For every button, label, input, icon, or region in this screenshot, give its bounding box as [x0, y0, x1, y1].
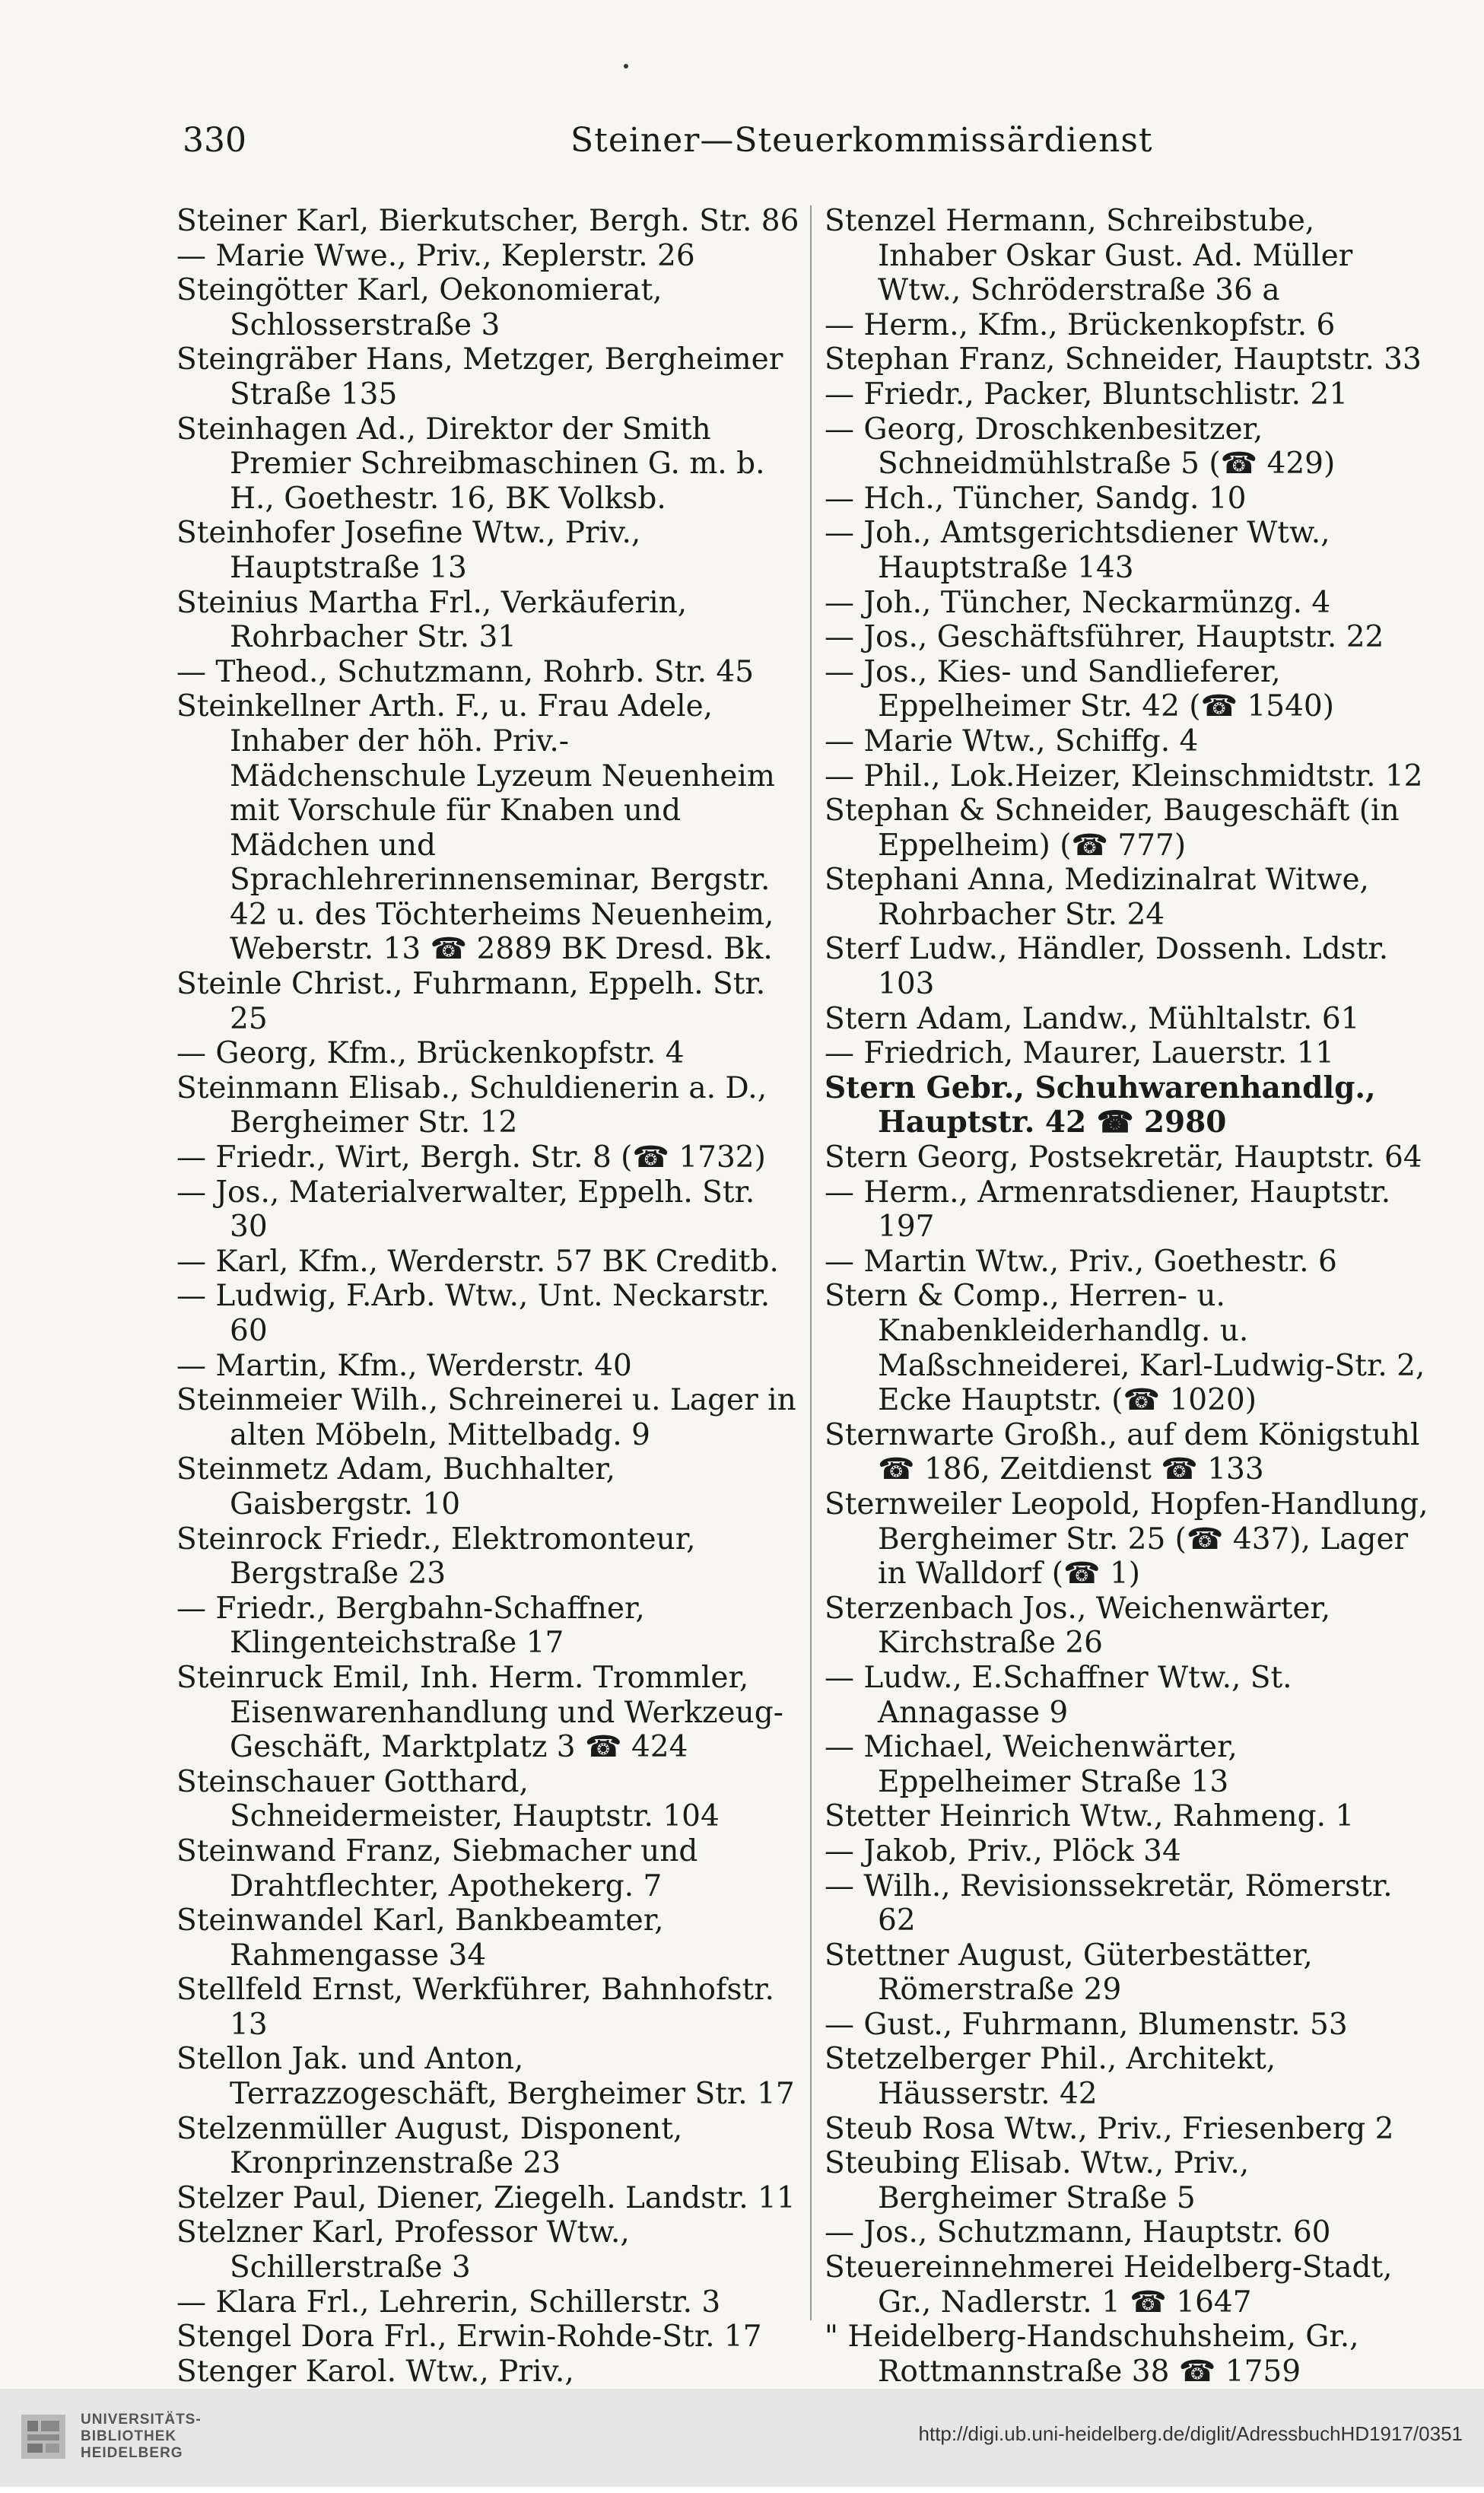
- directory-entry: Steinkellner Arth. F., u. Frau Adele, Inhaber der höh. Priv.-Mädchenschule Lyzeum Neuenheim mit Vorschule für Knaben und Mädchen und Sprachlehrerinnenseminar, Bergstr. 42 u. des Töchterheims Neuenheim, Weberstr. 13 ☎ 2889 BK Dresd. Bk.: [176, 689, 775, 967]
- directory-entry: — Phil., Lok.Heizer, Kleinschmidtstr. 12: [825, 758, 1423, 793]
- library-name-line1: UNIVERSITÄTS-: [81, 2412, 202, 2428]
- directory-entry: Stetter Heinrich Wtw., Rahmeng. 1: [825, 1799, 1355, 1834]
- directory-entry: — Georg, Kfm., Brückenkopfstr. 4: [176, 1036, 685, 1071]
- directory-entry: Steinius Martha Frl., Verkäuferin, Rohrbacher Str. 31: [176, 585, 688, 655]
- directory-entry: Sternwarte Großh., auf dem Königstuhl ☎ 186, Zeitdienst ☎ 133: [825, 1417, 1420, 1487]
- directory-entry: — Joh., Tüncher, Neckarmünzg. 4: [825, 585, 1331, 620]
- directory-entry: Steuereinnehmerei Heidelberg-Stadt, Gr., Nadlerstr. 1 ☎ 1647: [825, 2250, 1393, 2320]
- directory-entry: Steinwandel Karl, Bankbeamter, Rahmengasse 34: [176, 1903, 664, 1973]
- directory-entry: — Herm., Armenratsdiener, Hauptstr. 197: [825, 1175, 1391, 1245]
- directory-entry: Stern Gebr., Schuhwarenhandlg., Hauptstr. 42 ☎ 2980: [825, 1070, 1376, 1140]
- source-url-link[interactable]: http://digi.ub.uni-heidelberg.de/diglit/AdressbuchHD1917/0351: [918, 2422, 1463, 2445]
- library-name-line2: BIBLIOTHEK: [81, 2428, 177, 2444]
- directory-entry: Steinwand Franz, Siebmacher und Drahtflechter, Apothekerg. 7: [176, 1833, 698, 1903]
- directory-entry: Steubing Elisab. Wtw., Priv., Bergheimer Straße 5: [825, 2146, 1250, 2215]
- directory-entry: — Karl, Kfm., Werderstr. 57 BK Creditb.: [176, 1244, 779, 1279]
- directory-entry: — Jos., Kies- und Sandlieferer, Eppelheimer Str. 42 (☎ 1540): [825, 654, 1334, 724]
- directory-entry: Steinhofer Josefine Wtw., Priv., Hauptstraße 13: [176, 516, 641, 585]
- left-column: [176, 204, 800, 2493]
- directory-entry: — Georg, Droschkenbesitzer, Schneidmühlstraße 5 (☎ 429): [825, 412, 1336, 482]
- directory-entry: — Friedrich, Maurer, Lauerstr. 11: [825, 1036, 1335, 1071]
- directory-entry: Steinmeier Wilh., Schreinerei u. Lager in alten Möbeln, Mittelbadg. 9: [176, 1383, 796, 1452]
- directory-entry: Sterf Ludw., Händler, Dossenh. Ldstr. 103: [825, 932, 1389, 1002]
- directory-entry: Steiner Karl, Bierkutscher, Bergh. Str. 86: [176, 204, 799, 238]
- directory-entry: Stelzenmüller August, Disponent, Kronprinzenstraße 23: [176, 2111, 683, 2181]
- directory-entry: — Ludwig, F.Arb. Wtw., Unt. Neckarstr. 60: [176, 1279, 771, 1348]
- directory-entry: Steinmetz Adam, Buchhalter, Gaisbergstr. 10: [176, 1452, 615, 1522]
- directory-entry: — Jos., Geschäftsführer, Hauptstr. 22: [825, 620, 1384, 655]
- directory-entry: — Friedr., Wirt, Bergh. Str. 8 (☎ 1732): [176, 1140, 766, 1175]
- directory-entry: Steinschauer Gotthard, Schneidermeister, Hauptstr. 104: [176, 1764, 720, 1834]
- directory-entry: — Wilh., Revisionssekretär, Römerstr. 62: [825, 1868, 1393, 1938]
- library-name-line3: HEIDELBERG: [81, 2445, 183, 2461]
- directory-entry: Stephani Anna, Medizinalrat Witwe, Rohrbacher Str. 24: [825, 863, 1369, 932]
- directory-entry: Stenger Karol. Wtw., Priv.,: [176, 2354, 574, 2389]
- directory-entry: — Martin, Kfm., Werderstr. 40: [176, 1348, 632, 1383]
- directory-entry: Stelzer Paul, Diener, Ziegelh. Landstr. 11: [176, 2180, 796, 2215]
- library-name: [81, 2412, 202, 2462]
- directory-entry: Stetzelberger Phil., Architekt, Häusserstr. 42: [825, 2042, 1276, 2112]
- directory-entry: — Herm., Kfm., Brückenkopfstr. 6: [825, 307, 1336, 342]
- directory-entry: — Marie Wwe., Priv., Keplerstr. 26: [176, 238, 695, 273]
- directory-entry: Steinmann Elisab., Schuldienerin a. D., Bergheimer Str. 12: [176, 1070, 767, 1140]
- directory-entry: Steinhagen Ad., Direktor der Smith Premier Schreibmaschinen G. m. b. H., Goethestr. 16, BK Volksb.: [176, 412, 765, 516]
- directory-entry: Steinrock Friedr., Elektromonteur, Bergstraße 23: [176, 1522, 696, 1592]
- directory-entry: Steub Rosa Wtw., Priv., Friesenberg 2: [825, 2111, 1394, 2146]
- directory-entry: Stelzner Karl, Professor Wtw., Schillerstraße 3: [176, 2215, 630, 2285]
- ink-speck: [624, 64, 628, 68]
- directory-entry: Stephan & Schneider, Baugeschäft (in Eppelheim) (☎ 777): [825, 793, 1400, 863]
- directory-entry: Stern Georg, Postsekretär, Hauptstr. 64: [825, 1140, 1422, 1175]
- directory-entry: Steinruck Emil, Inh. Herm. Trommler, Eisenwarenhandlung und Werkzeug-Geschäft, Marktplatz 3 ☎ 424: [176, 1660, 783, 1765]
- directory-entry: — Jakob, Priv., Plöck 34: [825, 1833, 1181, 1868]
- university-library-logo: [18, 2412, 68, 2462]
- directory-entry: — Joh., Amtsgerichtsdiener Wtw., Hauptstraße 143: [825, 516, 1330, 585]
- directory-entry: — Ludw., E.Schaffner Wtw., St. Annagasse 9: [825, 1660, 1292, 1730]
- directory-entry: — Friedr., Bergbahn-Schaffner, Klingenteichstraße 17: [176, 1591, 645, 1661]
- footer-bar: [0, 2389, 1484, 2487]
- page-number: 330: [183, 121, 246, 160]
- directory-entry: Steinle Christ., Fuhrmann, Eppelh. Str. 25: [176, 967, 766, 1036]
- directory-entry: Stenzel Hermann, Schreibstube, Inhaber Oskar Gust. Ad. Müller Wtw., Schröderstraße 36 a: [825, 204, 1353, 308]
- directory-entry: — Martin Wtw., Priv., Goethestr. 6: [825, 1244, 1337, 1279]
- directory-entry: Stettner August, Güterbestätter, Römerstraße 29: [825, 1938, 1313, 2008]
- directory-entry: — Jos., Materialverwalter, Eppelh. Str. 30: [176, 1175, 755, 1245]
- right-column: [825, 204, 1433, 2424]
- directory-entry: — Theod., Schutzmann, Rohrb. Str. 45: [176, 654, 755, 689]
- directory-entry: Stephan Franz, Schneider, Hauptstr. 33: [825, 342, 1422, 377]
- directory-entry: Stern & Comp., Herren- u. Knabenkleiderhandlg. u. Maßschneiderei, Karl-Ludwig-Str. 2, Ecke Hauptstr. (☎ 1020): [825, 1279, 1425, 1418]
- directory-entry: Stellfeld Ernst, Werkführer, Bahnhofstr. 13: [176, 1973, 774, 2042]
- directory-entry: Stern Adam, Landw., Mühltalstr. 61: [825, 1001, 1360, 1036]
- directory-entry: — Hch., Tüncher, Sandg. 10: [825, 481, 1247, 516]
- directory-entry: — Marie Wtw., Schiffg. 4: [825, 723, 1199, 758]
- directory-entry: Steingräber Hans, Metzger, Bergheimer Straße 135: [176, 342, 783, 412]
- directory-entry: — Jos., Schutzmann, Hauptstr. 60: [825, 2215, 1331, 2250]
- column-divider: [810, 205, 812, 2320]
- directory-entry: — Friedr., Packer, Bluntschlistr. 21: [825, 377, 1349, 412]
- directory-entry: Stellon Jak. und Anton, Terrazzogeschäft, Bergheimer Str. 17: [176, 2042, 795, 2112]
- directory-entry: — Gust., Fuhrmann, Blumenstr. 53: [825, 2007, 1348, 2042]
- directory-entry: " Heidelberg-Handschuhsheim, Gr., Rottmannstraße 38 ☎ 1759: [825, 2320, 1359, 2389]
- directory-entry: Sternweiler Leopold, Hopfen-Handlung, Bergheimer Str. 25 (☎ 437), Lager in Walldorf (☎ 1): [825, 1487, 1428, 1592]
- directory-entry: Sterzenbach Jos., Weichenwärter, Kirchstraße 26: [825, 1591, 1331, 1661]
- directory-entry: — Klara Frl., Lehrerin, Schillerstr. 3: [176, 2285, 721, 2320]
- running-title: Steiner—Steuerkommissärdienst: [570, 121, 1153, 160]
- directory-entry: Steingötter Karl, Oekonomierat, Schlosserstraße 3: [176, 273, 663, 342]
- directory-entry: Stengel Dora Frl., Erwin-Rohde-Str. 17: [176, 2320, 762, 2355]
- directory-entry: — Michael, Weichenwärter, Eppelheimer Straße 13: [825, 1730, 1238, 1799]
- page-header: [183, 114, 1445, 167]
